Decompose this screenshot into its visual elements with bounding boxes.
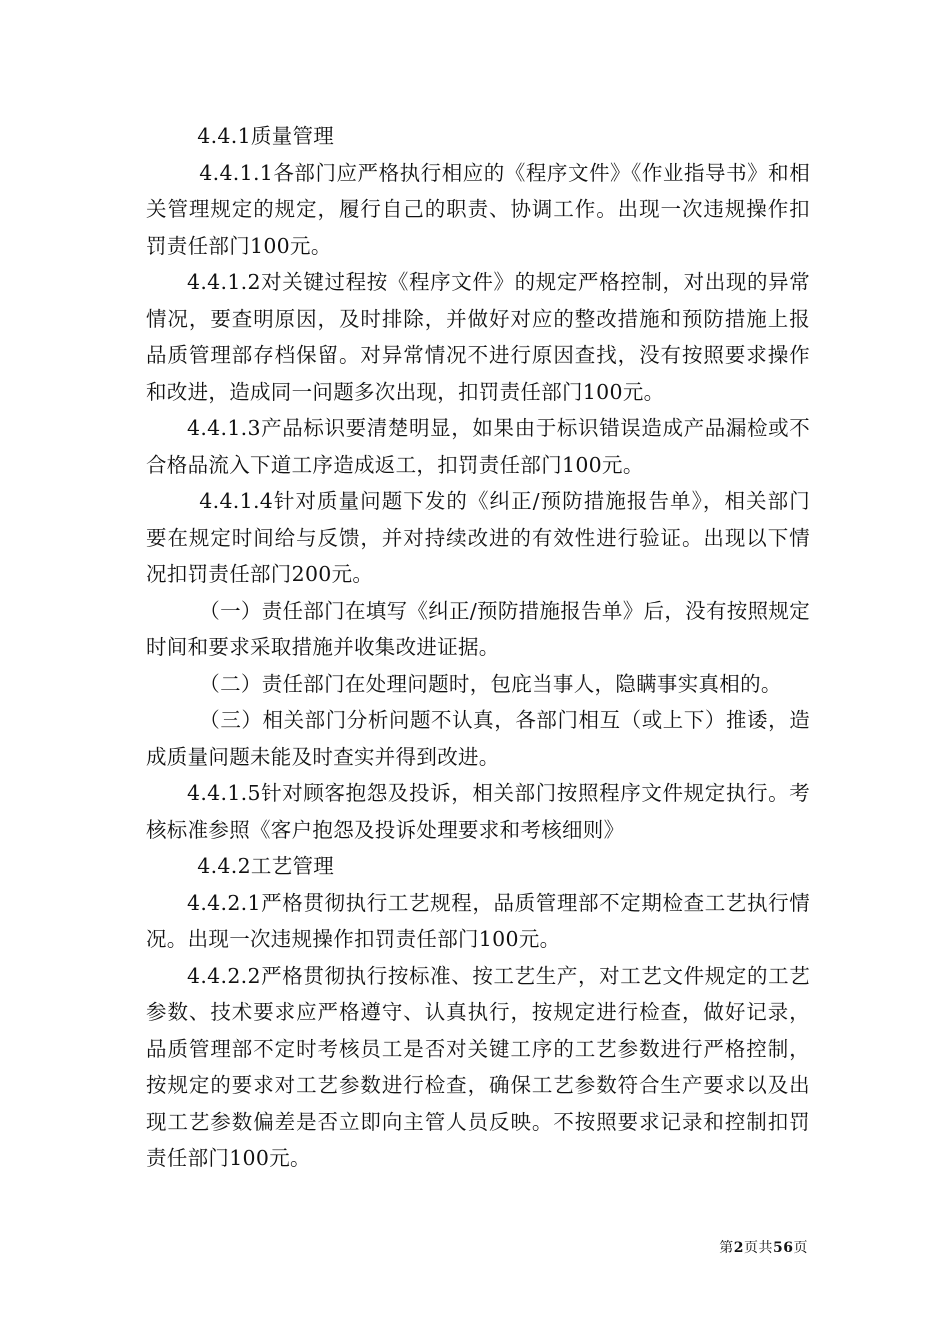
section-heading-4-4-1: 4.4.1质量管理 xyxy=(197,124,335,148)
page-footer xyxy=(0,1237,808,1257)
paragraph-4-4-1-1: 4.4.1.1各部门应严格执行相应的《程序文件》《作业指导书》和相关管理规定的规定，履行自己的职责、协调工作。出现一次违规操作扣罚责任部门100元。 xyxy=(146,160,810,258)
paragraph-4-4-1-3: 4.4.1.3产品标识要清楚明显，如果由于标识错误造成产品漏检或不合格品流入下道工序造成返工，扣罚责任部门100元。 xyxy=(146,416,810,477)
section-heading-4-4-2: 4.4.2工艺管理 xyxy=(197,854,335,878)
paragraph-4-4-1-2: 4.4.1.2对关键过程按《程序文件》的规定严格控制，对出现的异常情况，要查明原因，及时排除，并做好对应的整改措施和预防措施上报品质管理部存档保留。对异常情况不进行原因查找，没有按照要求操作和改进，造成同一问题多次出现，扣罚责任部门100元。 xyxy=(146,270,810,404)
paragraph-4-4-1-5: 4.4.1.5针对顾客抱怨及投诉，相关部门按照程序文件规定执行。考核标准参照《客户抱怨及投诉处理要求和考核细则》 xyxy=(146,781,810,842)
footer-suffix: 页 xyxy=(793,1240,808,1256)
footer-middle: 页共 xyxy=(744,1240,774,1256)
paragraph-4-4-2-1: 4.4.2.1严格贯彻执行工艺规程，品质管理部不定期检查工艺执行情况。出现一次违规操作扣罚责任部门100元。 xyxy=(146,890,810,951)
footer-page-number: 2 xyxy=(733,1240,745,1256)
paragraph-4-4-2-2: 4.4.2.2严格贯彻执行按标准、按工艺生产，对工艺文件规定的工艺参数、技术要求应严格遵守、认真执行，按规定进行检查，做好记录，品质管理部不定时考核员工是否对关键工序的工艺参数进行严格控制，按规定的要求对工艺参数进行检查，确保工艺参数符合生产要求以及出现工艺参数偏差是否立即向主管人员反映。不按照要求记录和控制扣罚责任部门100元。 xyxy=(146,963,810,1170)
list-item-3: （三）相关部门分析问题不认真，各部门相互（或上下）推诿，造成质量问题未能及时查实并得到改进。 xyxy=(146,708,810,769)
footer-total-pages: 56 xyxy=(773,1240,794,1256)
list-item-2: （二）责任部门在处理问题时，包庇当事人，隐瞒事实真相的。 xyxy=(199,671,782,696)
list-item-1: （一）责任部门在填写《纠正/预防措施报告单》后，没有按照规定时间和要求采取措施并收集改进证据。 xyxy=(146,598,810,659)
paragraph-4-4-1-4: 4.4.1.4针对质量问题下发的《纠正/预防措施报告单》，相关部门要在规定时间给与反馈，并对持续改进的有效性进行验证。出现以下情况扣罚责任部门200元。 xyxy=(146,489,810,586)
document-body xyxy=(146,118,810,1177)
footer-prefix: 第 xyxy=(719,1240,734,1256)
